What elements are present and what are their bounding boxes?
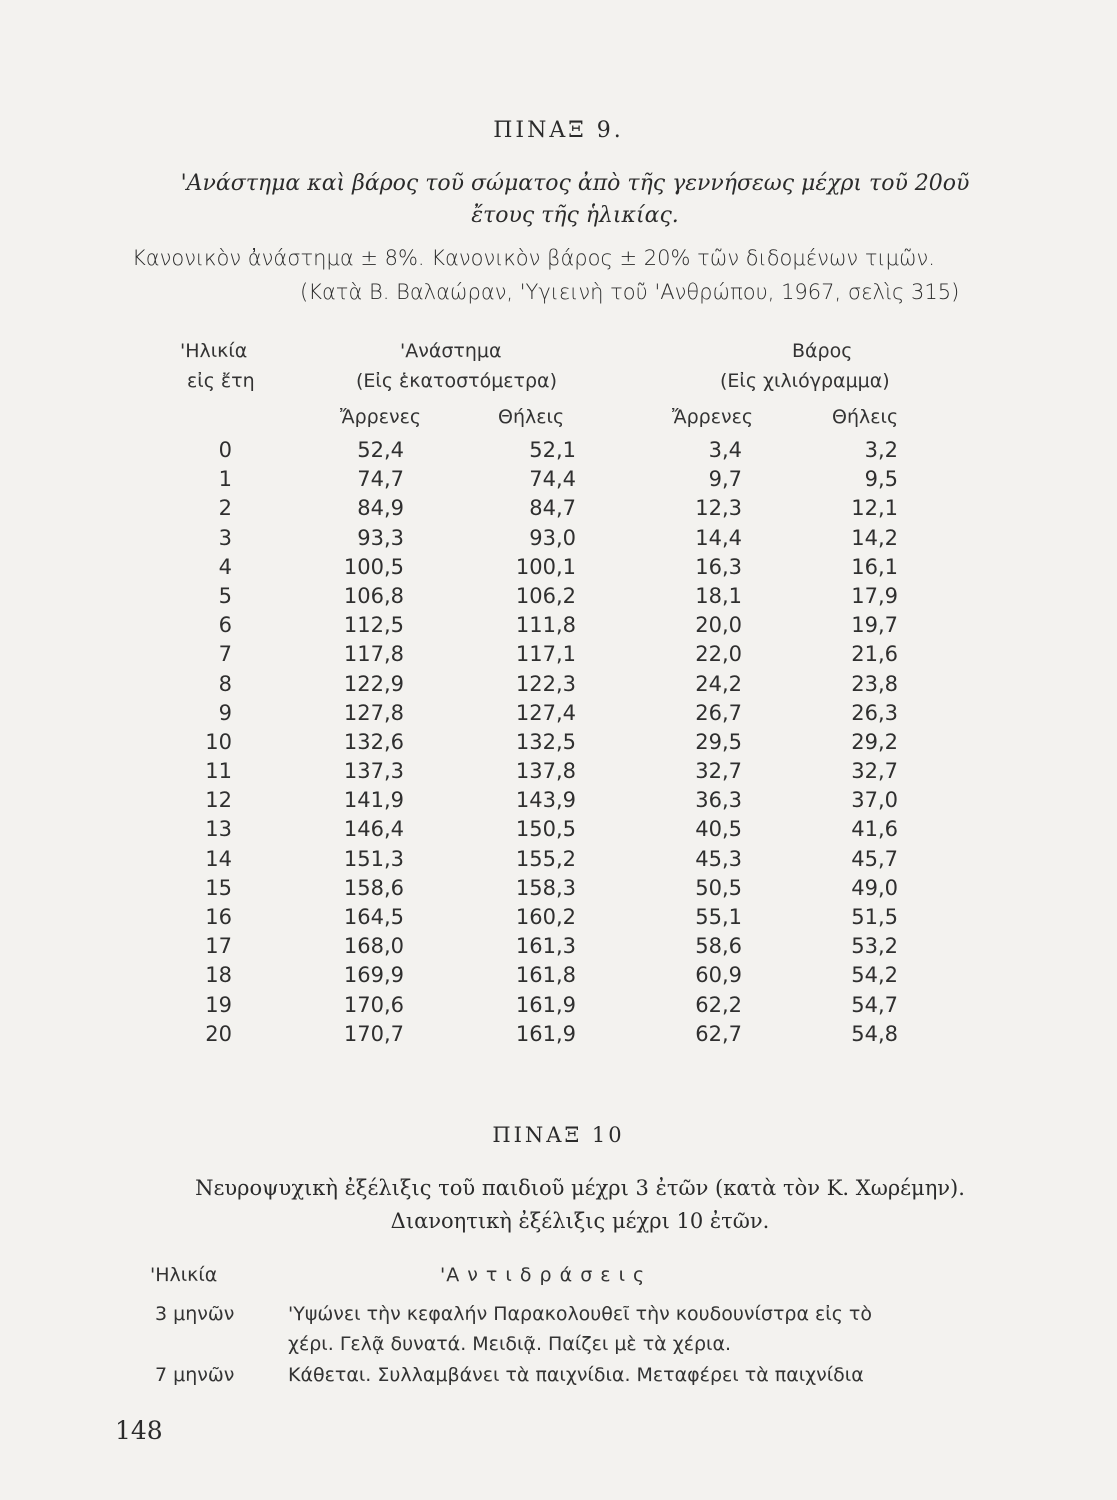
height-header-line1: 'Ανάστημα xyxy=(400,340,502,362)
table-cell: 168,0 xyxy=(343,934,404,959)
age-header-line1: 'Ηλικία xyxy=(180,340,248,362)
table-cell: 127,8 xyxy=(343,700,404,725)
table-cell: 2 xyxy=(218,496,232,521)
table-cell: 9,7 xyxy=(708,467,742,492)
table-cell: 158,6 xyxy=(343,875,404,900)
table-cell: 14 xyxy=(205,846,232,871)
table-cell: 23,8 xyxy=(851,671,898,696)
table-cell: 137,3 xyxy=(343,759,404,784)
table-cell: 8 xyxy=(218,671,232,696)
table-cell: 3,2 xyxy=(864,438,898,462)
reaction-text-line1: Κάθεται. Συλλαμβάνει τὰ παιχνίδια. Μεταφέρει τὰ παιχνίδια xyxy=(288,1364,864,1386)
table-cell: 29,5 xyxy=(695,729,742,754)
table-cell: 20,0 xyxy=(695,613,742,638)
weight-header-line1: Βάρος xyxy=(792,340,853,362)
table-cell: 60,9 xyxy=(695,963,742,988)
table-cell: 15 xyxy=(205,875,232,900)
table-cell: 9 xyxy=(218,700,232,725)
page-number: 148 xyxy=(115,1416,163,1445)
table9-note-line1: Κανονικὸν ἀνάστημα ± 8%. Κανονικὸν βάρος ± 20% τῶν διδομένων τιμῶν. xyxy=(132,246,935,270)
table-cell: 14,4 xyxy=(695,525,742,550)
table-cell: 19,7 xyxy=(851,613,898,638)
table-cell: 41,6 xyxy=(851,817,898,842)
table-cell: 122,3 xyxy=(515,671,576,696)
table-cell: 36,3 xyxy=(695,788,742,813)
table-cell: 170,6 xyxy=(343,992,404,1017)
table-cell: 106,8 xyxy=(343,583,404,608)
table-cell: 18,1 xyxy=(695,583,742,608)
table-cell: 161,3 xyxy=(515,934,576,959)
table-cell: 52,1 xyxy=(529,438,576,462)
reaction-age: 7 μηνῶν xyxy=(155,1364,235,1386)
table10-reactions-header: 'Α ν τ ι δ ρ ά σ ε ι ς xyxy=(440,1264,646,1286)
table-cell: 32,7 xyxy=(851,759,898,784)
table10-caption-line1: Νευροψυχικὴ ἐξέλιξις τοῦ παιδιοῦ μέχρι 3 ἐτῶν (κατὰ τὸν Κ. Χωρέμην). xyxy=(195,1176,965,1200)
table-cell: 10 xyxy=(205,729,232,754)
table-cell: 4 xyxy=(218,554,232,579)
age-column xyxy=(186,436,232,1049)
table-cell: 93,0 xyxy=(529,525,576,550)
table-cell: 21,6 xyxy=(851,642,898,667)
table-cell: 100,5 xyxy=(343,554,404,579)
table9-note-line2: (Κατὰ Β. Βαλαώραν, 'Υγιεινὴ τοῦ 'Ανθρώπου, 1967, σελὶς 315) xyxy=(300,280,960,304)
table-cell: 84,9 xyxy=(357,496,404,521)
table-cell: 51,5 xyxy=(851,905,898,929)
table-cell: 74,7 xyxy=(357,467,404,492)
table-cell: 53,2 xyxy=(851,934,898,959)
table-cell: 54,2 xyxy=(851,963,898,988)
table-cell: 155,2 xyxy=(515,846,576,871)
table-cell: 106,2 xyxy=(515,583,576,608)
table-cell: 112,5 xyxy=(343,613,404,638)
table-cell: 5 xyxy=(218,583,232,608)
height-male-header: Ἄρρενες xyxy=(340,406,422,428)
table-cell: 45,3 xyxy=(695,846,742,871)
table-cell: 169,9 xyxy=(343,963,404,988)
table-cell: 164,5 xyxy=(343,905,404,929)
table-cell: 49,0 xyxy=(851,875,898,900)
table-cell: 54,8 xyxy=(851,1021,898,1046)
table-cell: 93,3 xyxy=(357,525,404,550)
table-cell: 52,4 xyxy=(357,438,404,462)
table-cell: 132,6 xyxy=(343,729,404,754)
weight-female-column xyxy=(830,436,898,1049)
table-cell: 84,7 xyxy=(529,496,576,521)
table-cell: 62,7 xyxy=(695,1021,742,1046)
table-cell: 50,5 xyxy=(695,875,742,900)
height-male-column xyxy=(330,436,404,1049)
weight-header-line2: (Εἰς χιλιόγραμμα) xyxy=(720,370,890,392)
table-cell: 132,5 xyxy=(515,729,576,754)
table-cell: 16,1 xyxy=(851,554,898,579)
table-cell: 160,2 xyxy=(515,905,576,929)
table-cell: 19 xyxy=(205,992,232,1017)
table9-caption: 'Ανάστημα καὶ βάρος τοῦ σώματος ἀπὸ τῆς γεννήσεως μέχρι τοῦ 20οῦ ἔτους τῆς ἡλικίας. xyxy=(180,171,970,228)
table-cell: 7 xyxy=(218,642,232,667)
table-cell: 9,5 xyxy=(864,467,898,492)
table-cell: 16,3 xyxy=(695,554,742,579)
table-cell: 14,2 xyxy=(851,525,898,550)
table-cell: 0 xyxy=(218,438,232,462)
table-cell: 111,8 xyxy=(515,613,576,638)
table-cell: 170,7 xyxy=(343,1021,404,1046)
weight-female-header: Θήλεις xyxy=(832,406,899,428)
table-cell: 13 xyxy=(205,817,232,842)
reaction-text-line1: 'Υψώνει τὴν κεφαλήν Παρακολουθεῖ τὴν κουδουνίστρα εἰς τὸ xyxy=(288,1303,872,1325)
table-cell: 17,9 xyxy=(851,583,898,608)
table-cell: 54,7 xyxy=(851,992,898,1017)
age-header-line2: εἰς ἔτη xyxy=(187,370,255,392)
table9-title: ΠΙΝΑΞ 9. xyxy=(493,118,624,143)
reaction-age: 3 μηνῶν xyxy=(155,1303,235,1325)
table-cell: 40,5 xyxy=(695,817,742,842)
table-cell: 12,3 xyxy=(695,496,742,521)
table-cell: 20 xyxy=(205,1021,232,1046)
table-cell: 161,9 xyxy=(515,992,576,1017)
table-cell: 161,9 xyxy=(515,1021,576,1046)
table-cell: 158,3 xyxy=(515,875,576,900)
table-cell: 11 xyxy=(205,759,232,784)
table10-title: ΠΙΝΑΞ 10 xyxy=(492,1123,625,1147)
table-cell: 122,9 xyxy=(343,671,404,696)
table-cell: 55,1 xyxy=(695,905,742,929)
table-cell: 100,1 xyxy=(515,554,576,579)
table-cell: 29,2 xyxy=(851,729,898,754)
table-cell: 1 xyxy=(218,467,232,492)
height-header-line2: (Εἰς ἑκατοστόμετρα) xyxy=(356,370,557,392)
reaction-text-line2: χέρι. Γελᾷ δυνατά. Μειδιᾷ. Παίζει μὲ τὰ χέρια. xyxy=(288,1333,732,1355)
height-female-column xyxy=(500,436,576,1049)
table-cell: 3 xyxy=(218,525,232,550)
table-cell: 32,7 xyxy=(695,759,742,784)
height-female-header: Θήλεις xyxy=(498,406,565,428)
table-cell: 117,1 xyxy=(515,642,576,667)
table-cell: 146,4 xyxy=(343,817,404,842)
table-cell: 3,4 xyxy=(708,438,742,462)
table-cell: 17 xyxy=(205,934,232,959)
table-cell: 26,7 xyxy=(695,700,742,725)
table-cell: 26,3 xyxy=(851,700,898,725)
table-cell: 127,4 xyxy=(515,700,576,725)
table10-age-header: 'Ηλικία xyxy=(150,1264,218,1286)
table-cell: 117,8 xyxy=(343,642,404,667)
table-cell: 141,9 xyxy=(343,788,404,813)
table10-caption-line2: Διανοητικὴ ἐξέλιξις μέχρι 10 ἐτῶν. xyxy=(390,1209,770,1233)
table-cell: 37,0 xyxy=(851,788,898,813)
table-cell: 12 xyxy=(205,788,232,813)
weight-male-header: Ἄρρενες xyxy=(672,406,754,428)
table-cell: 58,6 xyxy=(695,934,742,959)
table-cell: 137,8 xyxy=(515,759,576,784)
table-cell: 22,0 xyxy=(695,642,742,667)
table-cell: 18 xyxy=(205,963,232,988)
table-cell: 6 xyxy=(218,613,232,638)
table10-caption xyxy=(140,1172,1020,1238)
table-cell: 151,3 xyxy=(343,846,404,871)
table-cell: 12,1 xyxy=(851,496,898,521)
table-cell: 62,2 xyxy=(695,992,742,1017)
table-cell: 74,4 xyxy=(529,467,576,492)
weight-male-column xyxy=(672,436,742,1049)
table-cell: 150,5 xyxy=(515,817,576,842)
table-cell: 161,8 xyxy=(515,963,576,988)
table-cell: 45,7 xyxy=(851,846,898,871)
table-cell: 24,2 xyxy=(695,671,742,696)
table-cell: 16 xyxy=(205,905,232,929)
table-cell: 143,9 xyxy=(515,788,576,813)
